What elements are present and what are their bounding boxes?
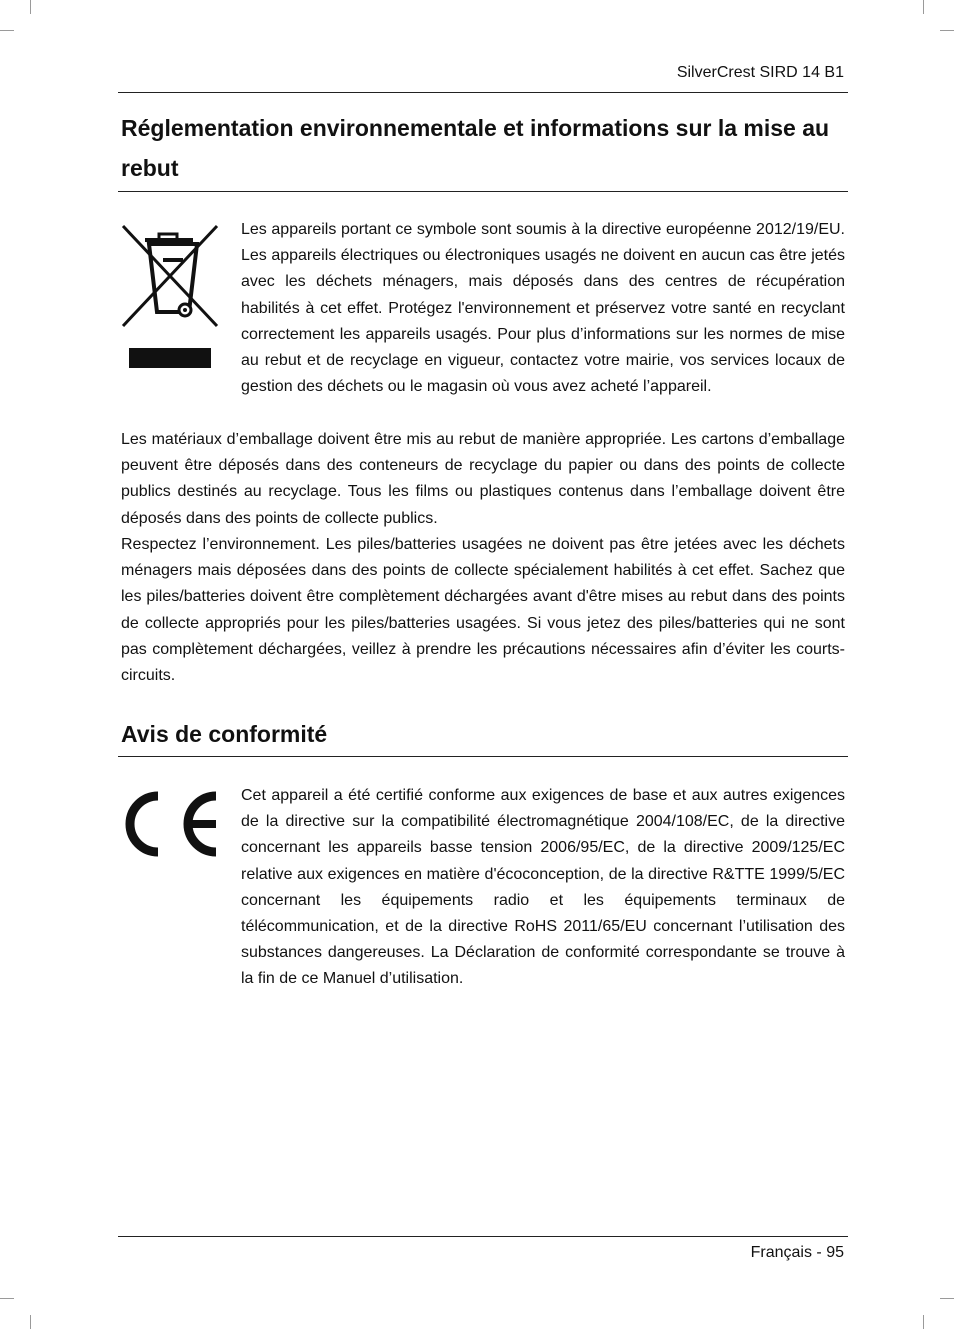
disposal-heading: Réglementation environnementale et informations sur la mise au rebut (121, 115, 830, 181)
crop-mark (0, 30, 14, 31)
crop-mark (940, 30, 954, 31)
weee-paragraph: Les appareils portant ce symbole sont soumis à la directive européenne 2012/19/EU. Les appareils électriques ou électroniques usagés ne doivent en aucun cas être jetés avec les déchets ménagers, mais déposés dans des centres de récupération habilités à cet effet. Protégez l'environnement et préservez votre santé en recyclant correctement les appareils usagés. Pour plus d’informations sur les normes de mise au rebut et de recyclage en vigueur, contactez votre mairie, vos services locaux de gestion des déchets ou le magasin où vous avez acheté l’appareil. (241, 221, 845, 396)
crop-mark (923, 1315, 924, 1329)
ce-paragraph: Cet appareil a été certifié conforme aux exigences de base et aux autres exigences de la directive sur la compatibilité électromagnétique 2004/108/EC, de la directive concernant les appareils basse tension 2006/95/EC, de la directive 2009/125/EC relative aux exigences en matière d'écoconception, de la directive R&TTE 1999/5/EC concernant les équipements radio et les équipements terminaux de télécommunication, et de la directive RoHS 2011/65/EU concernant l’utilisation des substances dangereuses. La Déclaration de conformité correspondante se trouve à la fin de ce Manuel d’utilisation. (241, 787, 845, 988)
packaging-paragraph: Les matériaux d’emballage doivent être mis au rebut de manière appropriée. Les cartons d’emballage peuvent être déposés dans des conteneurs de recyclage du papier ou dans des points de collecte publics destinés au recyclage. Tous les films ou plastiques contenus dans l’emballage doivent être déposés dans des points de collecte publics. (121, 431, 845, 527)
header-rule (118, 92, 848, 93)
ce-mark-icon (118, 786, 220, 862)
footer-language: Français (750, 1244, 812, 1261)
conformity-heading-rule (118, 756, 848, 757)
conformity-heading: Avis de conformité (121, 721, 328, 747)
footer-separator: - (816, 1244, 822, 1261)
page-footer (751, 1243, 844, 1263)
footer-rule (118, 1236, 848, 1237)
page-number: 95 (826, 1244, 844, 1261)
crossed-out-wheelie-bin-icon (119, 222, 221, 370)
crop-mark (0, 1298, 14, 1299)
crop-mark (30, 1315, 31, 1329)
disposal-heading-rule (118, 191, 848, 192)
battery-paragraph: Respectez l’environnement. Les piles/batteries usagées ne doivent pas être jetées avec les déchets ménagers mais déposées dans des points de collecte spécialement habilités à cet effet. Sachez que les piles/batteries doivent être complètement déchargées avant d'être mises au rebut dans des points de collecte appropriés pour les piles/batteries usagées. Si vous jetez des piles/batteries qui ne sont pas complètement déchargées, veillez à prendre les précautions nécessaires afin d’éviter les courts-circuits. (121, 536, 845, 685)
crop-mark (940, 1298, 954, 1299)
running-header: SilverCrest SIRD 14 B1 (676, 64, 844, 81)
crop-mark (30, 0, 31, 14)
crop-mark (923, 0, 924, 14)
